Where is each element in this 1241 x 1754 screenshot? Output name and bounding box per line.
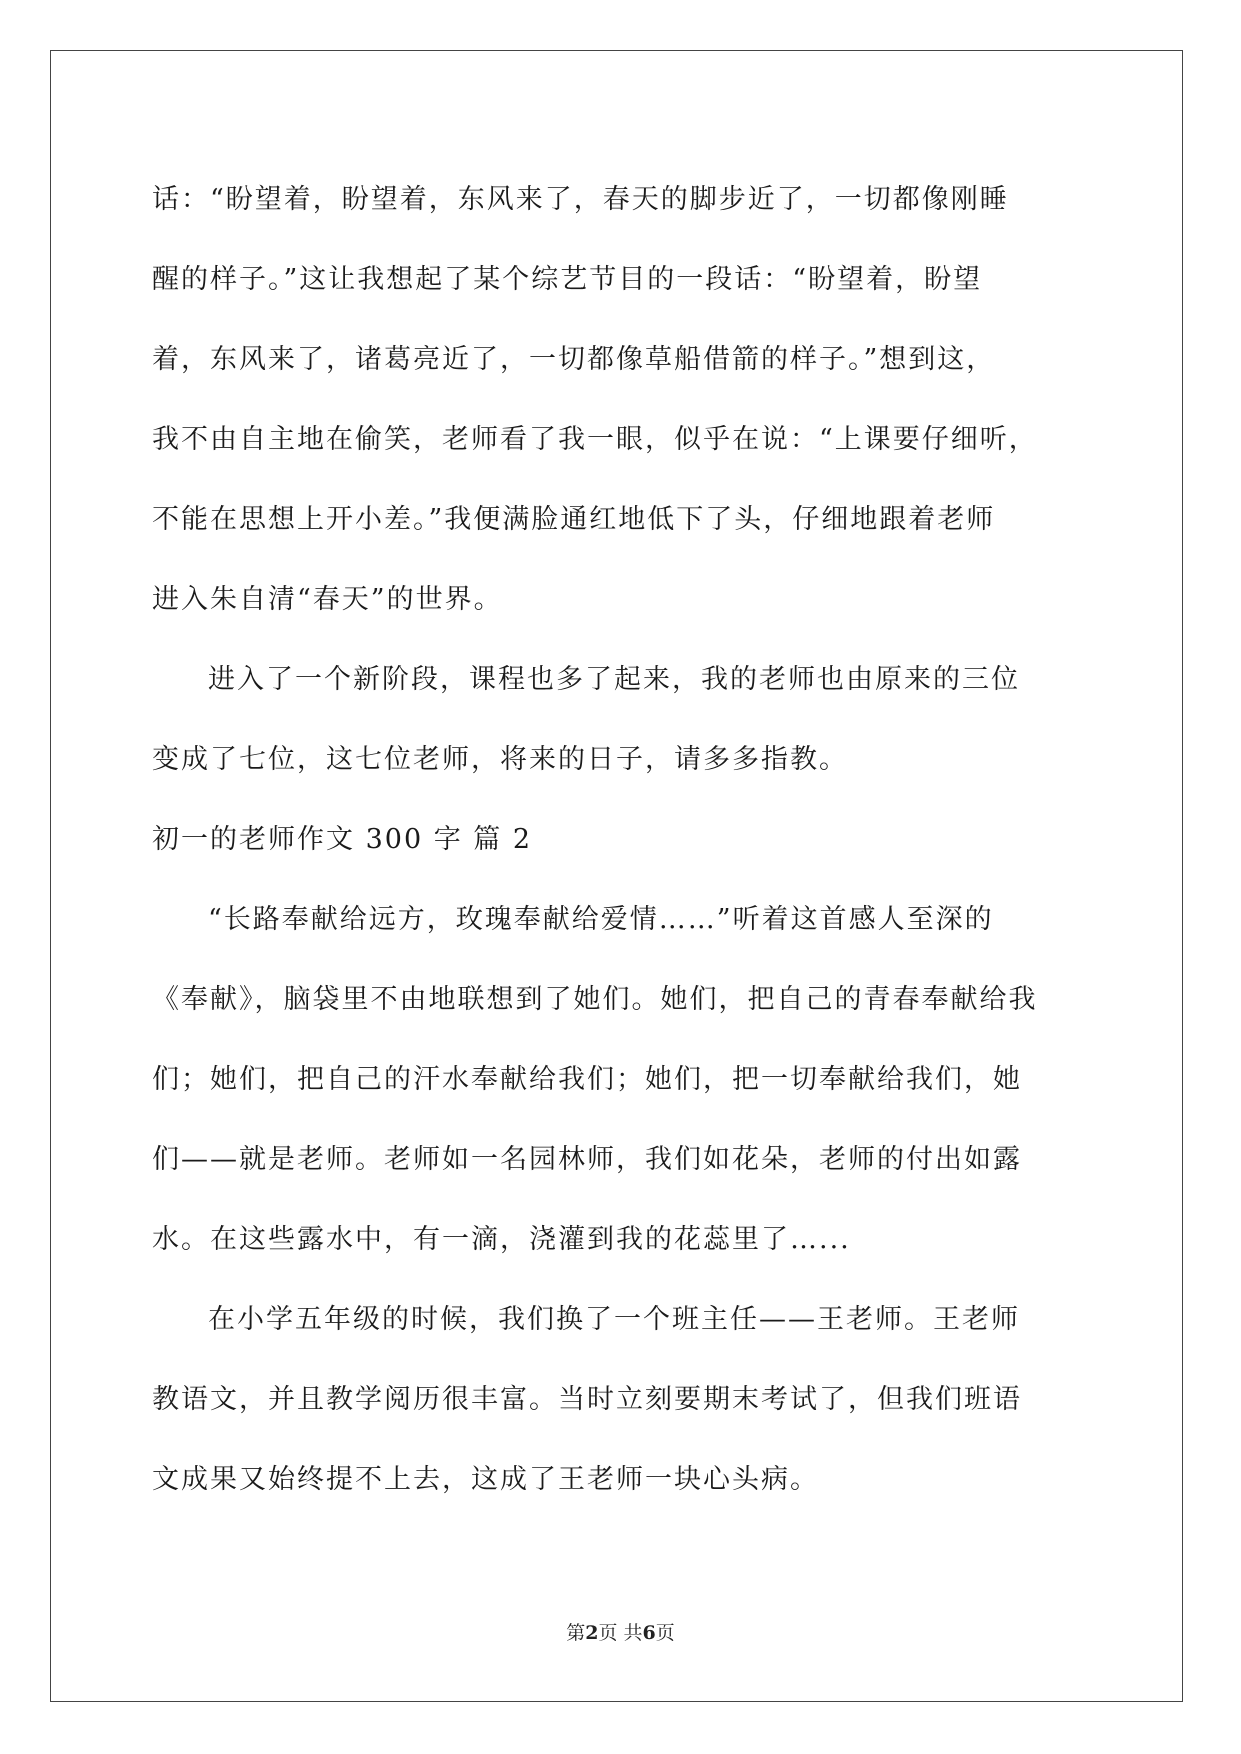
document-body: [152, 160, 1087, 1520]
text-line: 话：“盼望着，盼望着，东风来了，春天的脚步近了，一切都像刚睡: [152, 184, 1009, 215]
footer-mid: 页 共: [598, 1622, 643, 1644]
text-line: “长路奉献给远方，玫瑰奉献给爱情……”听着这首感人至深的: [208, 904, 994, 935]
footer-prefix: 第: [566, 1622, 586, 1644]
text-line: 文成果又始终提不上去，这成了王老师一块心头病。: [152, 1464, 819, 1495]
section-heading: 初一的老师作文 300 字 篇 2: [152, 824, 533, 855]
footer-suffix: 页: [655, 1622, 675, 1644]
page-footer: [0, 1618, 1241, 1645]
text-line: 着，东风来了，诸葛亮近了，一切都像草船借箭的样子。”想到这，: [152, 344, 996, 375]
text-line: 《奉献》，脑袋里不由地联想到了她们。她们，把自己的青春奉献给我: [152, 984, 1038, 1015]
current-page-number: 2: [585, 1622, 599, 1644]
text-line: 进入了一个新阶段，课程也多了起来，我的老师也由原来的三位: [208, 664, 1020, 695]
text-line: 在小学五年级的时候，我们换了一个班主任——王老师。王老师: [208, 1304, 1020, 1335]
text-line: 我不由自主地在偷笑，老师看了我一眼，似乎在说：“上课要仔细听，: [152, 424, 1038, 455]
total-page-number: 6: [642, 1622, 656, 1644]
text-line: 变成了七位，这七位老师，将来的日子，请多多指教。: [152, 744, 848, 775]
text-line: 们——就是老师。老师如一名园林师，我们如花朵，老师的付出如露: [152, 1144, 1022, 1175]
text-line: 水。在这些露水中，有一滴，浇灌到我的花蕊里了…...: [152, 1224, 851, 1255]
text-line: 进入朱自清“春天”的世界。: [152, 584, 503, 615]
text-line: 醒的样子。”这让我想起了某个综艺节目的一段话：“盼望着，盼望: [152, 264, 983, 295]
text-line: 教语文，并且教学阅历很丰富。当时立刻要期末考试了，但我们班语: [152, 1384, 1022, 1415]
text-line: 们；她们，把自己的汗水奉献给我们；她们，把一切奉献给我们，她: [152, 1064, 1022, 1095]
text-line: 不能在思想上开小差。”我便满脸通红地低下了头，仔细地跟着老师: [152, 504, 996, 535]
